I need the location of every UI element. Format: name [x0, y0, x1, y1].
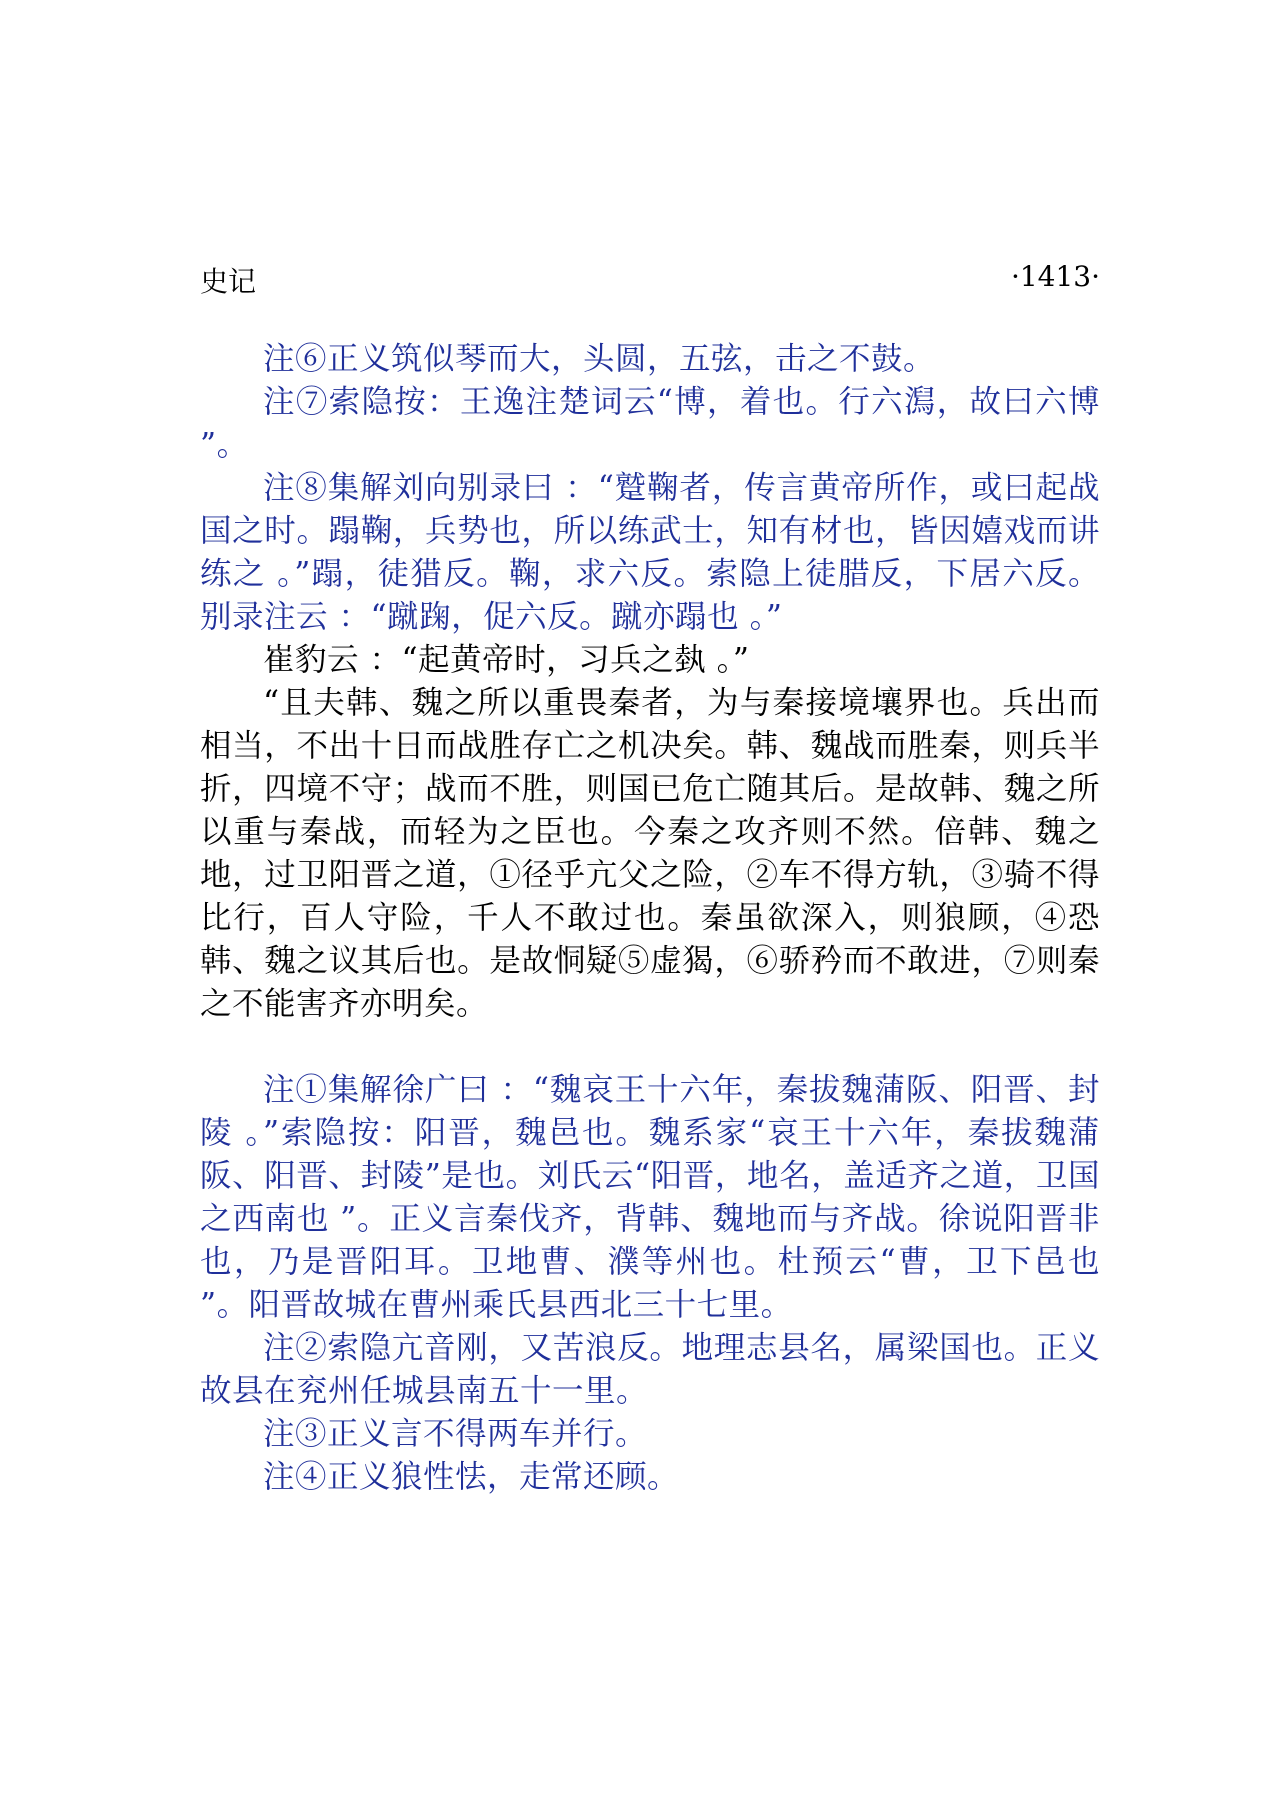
page-number: ·1413·	[1010, 260, 1100, 293]
annotation-note-2: 注②索隐亢音刚，又苦浪反。地理志县名，属梁国也。正义故县在兖州任城县南五十一里。	[200, 1330, 1100, 1409]
page-header	[200, 260, 1100, 308]
main-text-paragraph: “且夫韩、魏之所以重畏秦者，为与秦接境壤界也。兵出而相当，不出十日而战胜存亡之机决矣。韩、魏战而胜秦，则兵半折，四境不守；战而不胜，则国已危亡随其后。是故韩、魏之所以重与秦战，而轻为之臣也。今秦之攻齐则不然。倍韩、魏之地，过卫阳晋之道，①径乎亢父之险，②车不得方轨，③骑不得比行，百人守险，千人不敢过也。秦虽欲深入，则狼顾，④恐韩、魏之议其后也。是故恫疑⑤虚猲，⑥骄矜而不敢进，⑦则秦之不能害齐亦明矣。	[200, 685, 1100, 1022]
annotation-note-4: 注④正义狼性怯，走常还顾。	[263, 1459, 680, 1495]
annotation-note-3: 注③正义言不得两车并行。	[263, 1416, 648, 1452]
annotation-note-1: 注①集解徐广曰 ：“魏哀王十六年，秦拔魏蒲阪、阳晋、封陵 。”索隐按：阳晋，魏邑也。魏系家“哀王十六年，秦拔魏蒲阪、阳晋、封陵”是也。刘氏云“阳晋，地名，盖适齐之道，卫国之西南也 ”。正义言秦伐齐，背韩、魏地而与齐战。徐说阳晋非也，乃是晋阳耳。卫地曹、濮等州也。杜预云“曹，卫下邑也 ”。阳晋故城在曹州乘氏县西北三十七里。	[200, 1072, 1100, 1323]
annotation-note-7: 注⑦索隐按：王逸注楚词云“博，着也。行六澙，故曰六博 ”。	[200, 384, 1100, 463]
annotation-note-8: 注⑧集解刘向别录曰 ：“蹵鞠者，传言黄帝所作，或曰起战国之时。蹋鞠，兵势也，所以练武士，知有材也，皆因嬉戏而讲练之 。”蹋，徒猎反。鞠，求六反。索隐上徒腊反，下居六反。别录注云 ：“蹴踘，促六反。蹴亦蹋也 。”	[200, 470, 1100, 635]
book-title: 史记	[200, 265, 257, 298]
book-page	[200, 260, 1100, 1499]
section-gap	[200, 1026, 1100, 1069]
annotation-note-6: 注⑥正义筑似琴而大，头圆，五弦，击之不鼓。	[263, 341, 936, 377]
main-text-paragraph: 崔豹云 ：“起黄帝时，习兵之埶 。”	[263, 642, 750, 678]
page-body	[200, 338, 1100, 1499]
